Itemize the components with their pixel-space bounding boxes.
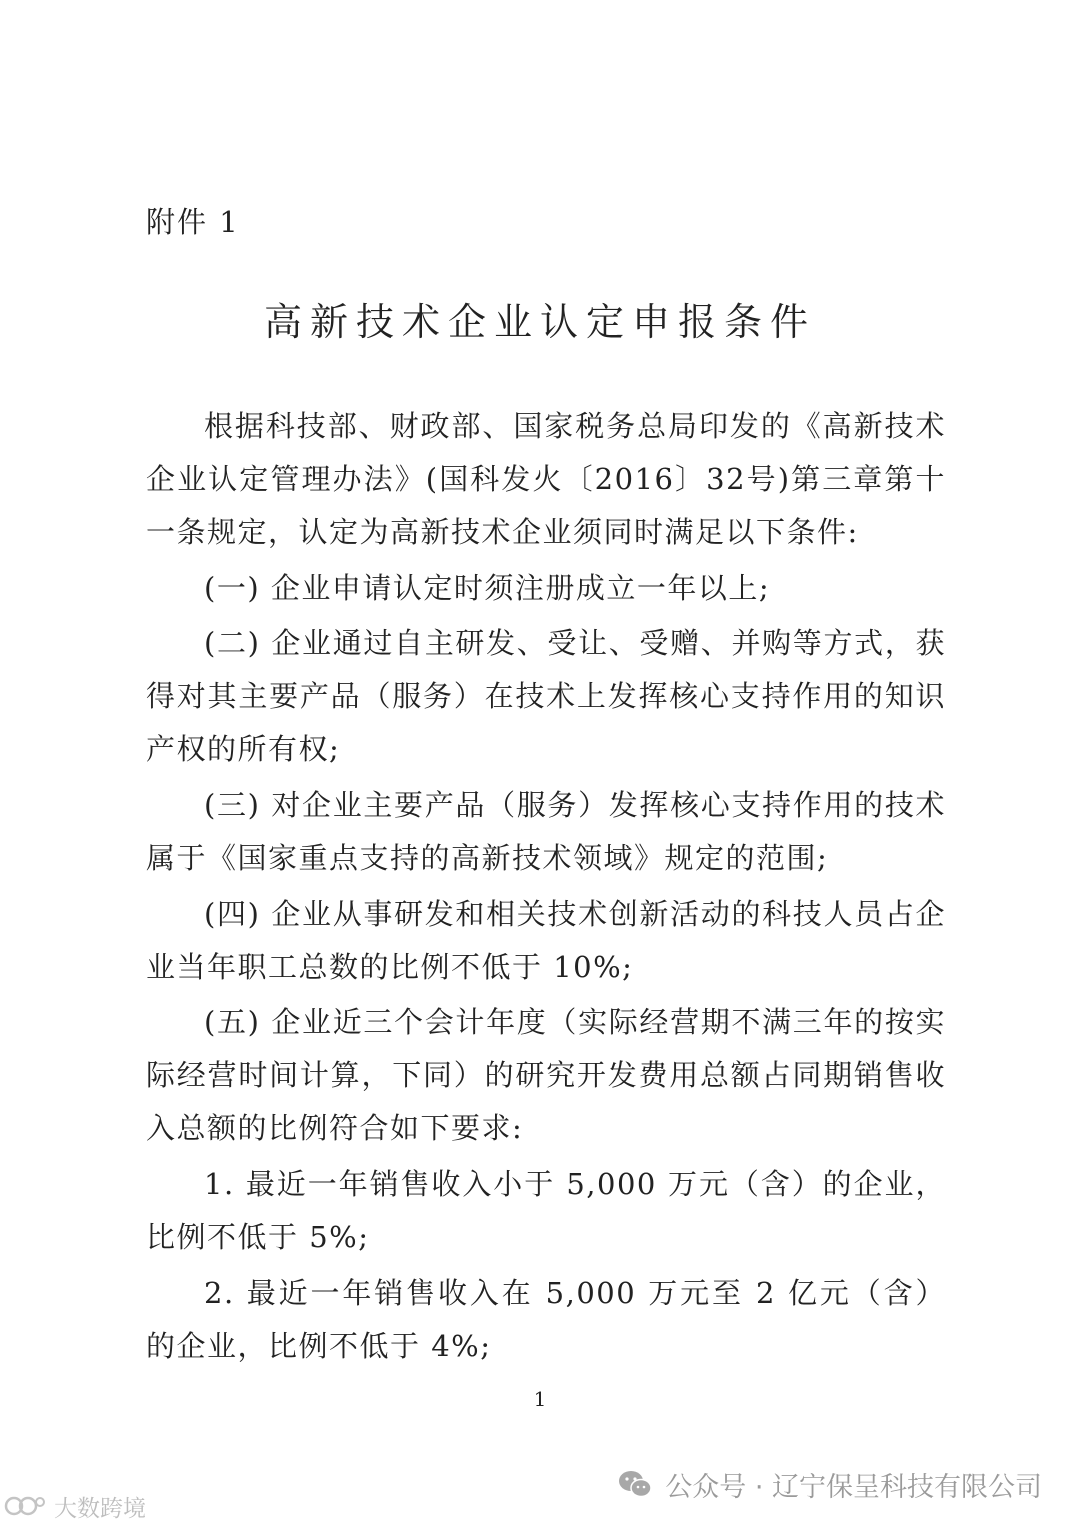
document-body bbox=[146, 400, 946, 1376]
page-number: 1 bbox=[533, 1387, 547, 1411]
paragraph-requirement-1: 1. 最近一年销售收入小于 5,000 万元（含）的企业，比例不低于 5%; bbox=[146, 1167, 946, 1255]
paragraph-condition-1: (一) 企业申请认定时须注册成立一年以上; bbox=[204, 570, 771, 605]
document-title: 高新技术企业认定申报条件 bbox=[263, 300, 816, 344]
wechat-account-text: 公众号 · 辽宁保呈科技有限公司 bbox=[665, 1471, 1042, 1503]
paragraph-requirement-2: 2. 最近一年销售收入在 5,000 万元至 2 亿元（含）的企业，比例不低于 4%; bbox=[146, 1275, 946, 1363]
brand-watermark bbox=[4, 1489, 146, 1523]
paragraph-condition-4: (四) 企业从事研发和相关技术创新活动的科技人员占企业当年职工总数的比例不低于 10%; bbox=[146, 896, 946, 984]
wechat-account-watermark bbox=[617, 1464, 1042, 1504]
paragraph-condition-3: (三) 对企业主要产品（服务）发挥核心支持作用的技术属于《国家重点支持的高新技术领域》规定的范围; bbox=[146, 788, 946, 876]
wechat-icon bbox=[617, 1469, 653, 1499]
paragraph-condition-2: (二) 企业通过自主研发、受让、受赠、并购等方式，获得对其主要产品（服务）在技术上发挥核心支持作用的知识产权的所有权; bbox=[146, 626, 946, 767]
paragraph-intro: 根据科技部、财政部、国家税务总局印发的《高新技术企业认定管理办法》(国科发火〔2016〕32号)第三章第十一条规定，认定为高新技术企业须同时满足以下条件: bbox=[146, 409, 946, 549]
paragraph-condition-5: (五) 企业近三个会计年度（实际经营期不满三年的按实际经营时间计算，下同）的研究开发费用总额占同期销售收入总额的比例符合如下要求: bbox=[146, 1005, 946, 1146]
attachment-label: 附件 1 bbox=[146, 205, 240, 239]
brand-text: 大数跨境 bbox=[54, 1495, 146, 1522]
brand-logo-icon bbox=[4, 1494, 48, 1518]
